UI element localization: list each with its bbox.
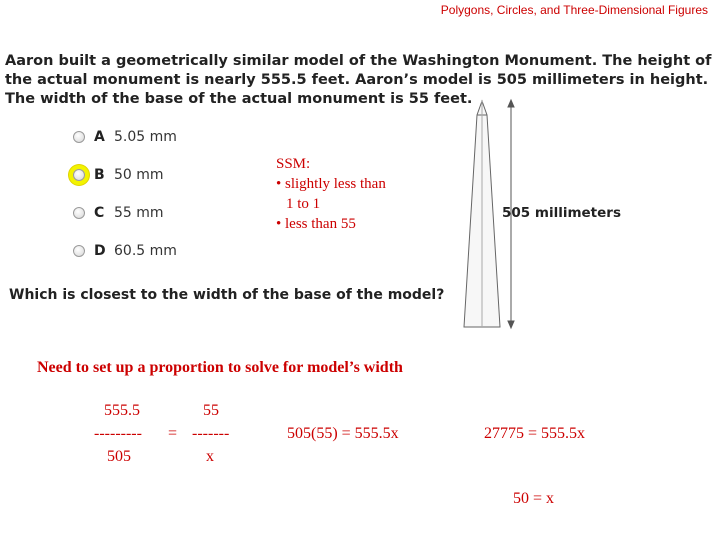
- question-text: Aaron built a geometrically similar model of the Washington Monument. The height of the actual monument is nearly 555.5 feet. Aaron’s model is 505 millimeters in height. The width of the base of the actual monument is 55 feet.: [5, 53, 712, 107]
- cross-multiply-step: 505(55) = 555.5x: [287, 425, 399, 442]
- fraction1-denominator: 505: [107, 448, 131, 465]
- dimension-label: 505 millimeters: [502, 205, 621, 221]
- ssm-line: • less than 55: [276, 216, 356, 232]
- fraction2-denominator: x: [206, 448, 214, 465]
- choice-text: 55 mm: [114, 205, 164, 221]
- choice-d[interactable]: [70, 240, 177, 262]
- choice-letter: A: [94, 129, 105, 145]
- choice-letter: C: [94, 205, 105, 221]
- choice-text: 50 mm: [114, 167, 164, 183]
- choice-text: 5.05 mm: [114, 129, 177, 145]
- question-prompt: Which is closest to the width of the base of the model?: [9, 287, 445, 303]
- choice-letter: D: [94, 243, 106, 259]
- choice-text: 60.5 mm: [114, 243, 177, 259]
- radio-button[interactable]: [73, 131, 85, 143]
- choice-c[interactable]: [70, 202, 164, 224]
- fraction2-numerator: 55: [203, 402, 219, 419]
- radio-button-selected[interactable]: [73, 169, 85, 181]
- ssm-line: 1 to 1: [286, 196, 321, 212]
- obelisk-drawing: [464, 101, 500, 327]
- fraction2-bar: -------: [192, 425, 230, 442]
- simplify-step: 27775 = 555.5x: [484, 425, 586, 442]
- page-header: Polygons, Circles, and Three-Dimensional Figures: [440, 3, 708, 17]
- radio-button[interactable]: [73, 207, 85, 219]
- final-answer: 50 = x: [513, 490, 555, 507]
- fraction1-bar: ---------: [94, 425, 142, 442]
- fraction1-numerator: 555.5: [104, 402, 140, 419]
- ssm-title: SSM:: [276, 156, 311, 172]
- ssm-line: • slightly less than: [276, 176, 386, 192]
- choice-letter: B: [94, 167, 105, 183]
- choice-a[interactable]: [70, 126, 177, 148]
- choice-b[interactable]: [70, 164, 164, 186]
- ssm-annotation: [276, 154, 436, 234]
- equals-sign: =: [168, 425, 178, 442]
- solution-intro: Need to set up a proportion to solve for model’s width: [37, 359, 403, 376]
- radio-button[interactable]: [73, 245, 85, 257]
